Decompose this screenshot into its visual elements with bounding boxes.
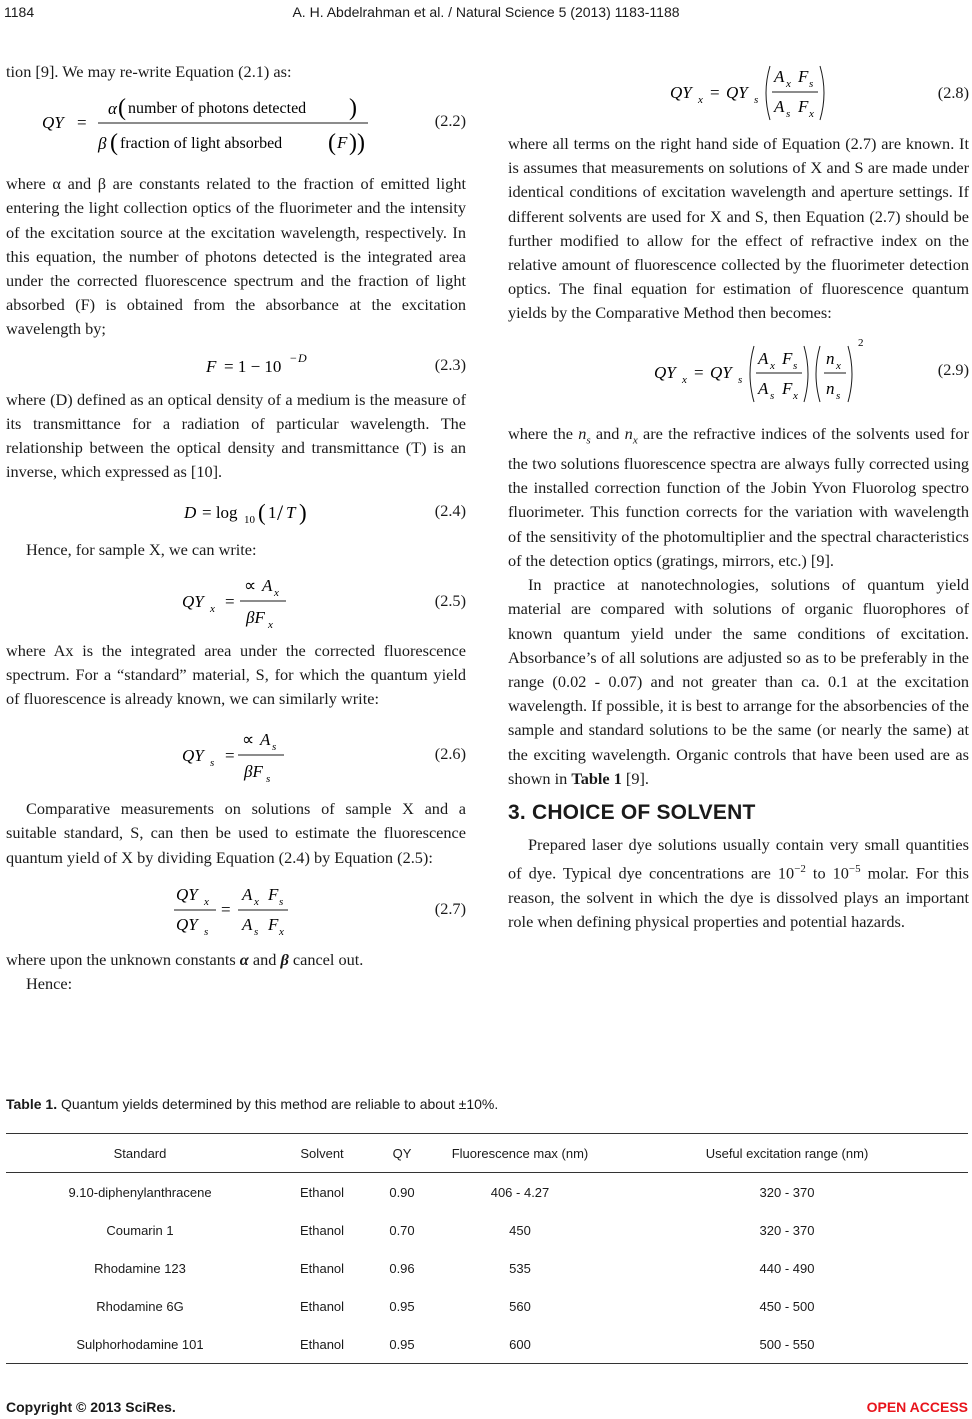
svg-text:A: A	[262, 575, 273, 595]
equation-number: (2.2)	[434, 111, 466, 131]
svg-text:s: s	[204, 925, 209, 938]
svg-text:QY: QY	[176, 884, 198, 904]
table-row	[6, 1211, 968, 1249]
table-header-row	[6, 1134, 968, 1173]
svg-text:=: =	[225, 746, 235, 766]
equation-2-8-formula	[508, 58, 888, 128]
cell-excitation-range: 320 - 370	[759, 1222, 815, 1238]
svg-text:= 1 − 10: = 1 − 10	[224, 356, 282, 376]
cell-qy: 0.95	[389, 1298, 415, 1314]
equation-number: (2.6)	[434, 744, 466, 764]
cell-standard: Rhodamine 123	[94, 1260, 186, 1276]
cell-solvent: Ethanol	[299, 1298, 345, 1314]
equation-2-2-formula	[6, 84, 386, 158]
svg-text:D: D	[298, 350, 307, 365]
svg-text:QY: QY	[726, 83, 748, 102]
running-head: A. H. Abdelrahman et al. / Natural Science 5 (2013) 1183-1188	[292, 4, 680, 20]
cell-standard: Coumarin 1	[106, 1222, 174, 1238]
svg-text:QY: QY	[42, 113, 64, 133]
svg-text:QY: QY	[654, 362, 676, 382]
svg-text:s: s	[272, 741, 277, 754]
column-header: Fluorescence max (nm)	[451, 1145, 589, 1161]
svg-text:A: A	[774, 97, 785, 116]
svg-text:(: (	[110, 130, 118, 157]
cell-solvent: Ethanol	[299, 1184, 345, 1200]
svg-text:s: s	[210, 757, 215, 770]
eq22-denominator: fraction of light absorbed	[120, 135, 283, 153]
column-header: QY	[392, 1145, 412, 1161]
equation-number: (2.3)	[434, 354, 466, 374]
svg-text:F: F	[337, 133, 348, 153]
cell-qy: 0.90	[389, 1184, 415, 1200]
svg-text:s: s	[770, 389, 775, 402]
paragraph: where (D) defined as an optical density of a medium is the measure of its transmittance for a radiation of particular wavelength. The relationship between the optical density and transmittance (T) is an inverse, which expressed as [10].	[6, 389, 466, 482]
svg-text:F: F	[782, 378, 793, 398]
column-header: Standard	[113, 1145, 167, 1161]
cell-fluorescence-max: 560	[509, 1298, 531, 1314]
equation-2-6-formula	[6, 711, 386, 797]
paragraph: tion [9]. We may re-write Equation (2.1) as:	[6, 62, 292, 81]
svg-text:A: A	[260, 730, 271, 750]
svg-text:(: (	[258, 500, 266, 526]
svg-text:x: x	[279, 925, 284, 938]
svg-text:x: x	[274, 586, 279, 599]
svg-text:F: F	[798, 67, 809, 86]
paragraph: where Ax is the integrated area under the corrected fluorescence spectrum. For a “standard” material, S, for which the quantum yield of fluorescence is already known, we can similarly write:	[6, 640, 466, 709]
svg-text:x: x	[770, 359, 775, 372]
svg-text:n: n	[826, 378, 835, 398]
svg-text:s: s	[738, 373, 743, 386]
cell-solvent: Ethanol	[299, 1260, 345, 1276]
svg-text:s: s	[836, 389, 841, 402]
cell-fluorescence-max: 450	[509, 1222, 531, 1238]
column-header: Solvent	[300, 1145, 344, 1161]
cell-solvent: Ethanol	[299, 1336, 345, 1352]
equation-2-3	[6, 342, 466, 388]
svg-text:F: F	[798, 97, 809, 116]
cell-excitation-range: 500 - 550	[759, 1336, 815, 1352]
svg-text:x: x	[254, 895, 259, 908]
page-number: 1184	[4, 4, 35, 20]
svg-text:βF: βF	[246, 607, 265, 627]
cell-qy: 0.70	[389, 1222, 415, 1238]
cell-solvent: Ethanol	[299, 1222, 345, 1238]
svg-text:D: D	[184, 503, 197, 523]
equation-number: (2.9)	[937, 359, 969, 379]
svg-text:=: =	[710, 83, 720, 102]
svg-text:F: F	[782, 348, 793, 368]
right-column	[508, 58, 969, 934]
equation-2-4	[6, 484, 466, 538]
paragraph: Hence, for sample X, we can write:	[26, 540, 257, 560]
svg-text:= log: = log	[202, 503, 238, 523]
svg-text:/: /	[277, 500, 284, 526]
svg-text:(: (	[328, 130, 336, 157]
cell-fluorescence-max: 600	[509, 1336, 531, 1352]
svg-text:x: x	[793, 389, 798, 402]
equation-2-9	[508, 326, 969, 414]
equation-2-2	[6, 84, 466, 158]
paragraph: Hence:	[26, 974, 73, 994]
eq22-numerator: number of photons detected	[128, 100, 307, 118]
svg-text:F: F	[206, 356, 217, 376]
svg-text:s: s	[266, 773, 271, 786]
svg-text:A: A	[758, 348, 769, 368]
table-row	[6, 1173, 968, 1212]
svg-text:s: s	[809, 78, 814, 90]
svg-text:x: x	[204, 895, 209, 908]
svg-text:x: x	[786, 78, 791, 90]
svg-text:A: A	[242, 884, 253, 904]
quantum-yield-table	[6, 1133, 968, 1364]
copyright-notice: Copyright © 2013 SciRes.	[6, 1399, 176, 1415]
cell-standard: Sulphorhodamine 101	[76, 1336, 204, 1352]
svg-text:α: α	[108, 99, 117, 119]
svg-text:10: 10	[244, 514, 255, 527]
svg-text:x: x	[682, 373, 687, 386]
page-header	[0, 4, 972, 24]
svg-text:x: x	[836, 359, 841, 372]
table-caption-label: Table 1.	[6, 1096, 58, 1112]
svg-text:A: A	[774, 67, 785, 86]
svg-text:x: x	[210, 602, 215, 615]
table-row	[6, 1287, 968, 1325]
paragraph: where α and β are constants related to the fraction of emitted light entering the light collection optics of the fluorimeter and the intensity of the excitation source at the excitation wavelength, respectively. In this equation, the number of photons detected is the integrated area under the corrected fluorescence spectrum and the fraction of light absorbed (F) is obtained from the absorbance at the excitation wavelength by;	[6, 174, 466, 339]
paragraph: Comparative measurements on solutions of sample X and a suitable standard, S, can then be used to estimate the fluorescence quantum yield of X by dividing Equation (2.4) by Equation (2.5):	[6, 799, 466, 867]
cell-fluorescence-max: 406 - 4.27	[490, 1184, 550, 1200]
svg-text:=: =	[694, 362, 704, 382]
cell-standard: Rhodamine 6G	[96, 1298, 184, 1314]
column-header: Useful excitation range (nm)	[705, 1145, 869, 1161]
cell-excitation-range: 320 - 370	[759, 1184, 815, 1200]
cell-fluorescence-max: 535	[509, 1260, 531, 1276]
svg-text:(: (	[118, 95, 126, 122]
svg-text:x: x	[809, 108, 814, 120]
equation-number: (2.4)	[434, 501, 466, 521]
paragraph: Prepared laser dye solutions usually contain very small quantities of dye. Typical dye concentrations are $10^{-2}$ to $10^{-5}$ molar. For this reason, the solvent in which the dye is dissolved plays an important role when defining physical properties and potential hazards.	[508, 835, 969, 932]
section-heading: 3. CHOICE OF SOLVENT	[508, 800, 756, 824]
svg-text:s: s	[786, 108, 791, 120]
svg-text:A: A	[758, 378, 769, 398]
table-caption	[6, 1096, 498, 1112]
paragraph: In practice at nanotechnologies, solutions of quantum yield material are compared with solutions of organic fluorophores of known quantum yield under the same conditions of excitation. Absorbance’s of all solutions are adjusted so as to be preferably in the range (0.02 - 0.07) and not greater than ca. 0.1 at the excitation wavelength. If possible, it is best to arrange for the absorbencies of the sample and standard solutions to be the same (or nearly the same) at the exciting wavelength. Organic controls that have been used are as shown in Table 1 [9].	[508, 575, 969, 788]
svg-text:QY: QY	[182, 746, 204, 766]
equation-2-7-formula	[6, 870, 386, 948]
paragraph: where the $n_s$ and $n_x$ are the refractive indices of the solvents used for the two solutions fluorescence spectra are always fully corrected using the installed correction function of the Jobin Yvon Fluorolog spectro fluorimeter. This function corrects for the variation with wavelength of the sensitivity of the photomultiplier and the spectral characteristics of the detection optics (gratings, mirrors, etc.) [9].	[508, 423, 969, 570]
svg-text:=: =	[221, 899, 231, 919]
svg-text:=: =	[77, 113, 87, 133]
equation-2-5	[6, 563, 466, 639]
svg-text:QY: QY	[670, 83, 692, 102]
svg-text:F: F	[268, 914, 279, 934]
equation-2-4-formula	[6, 484, 386, 538]
svg-text:s: s	[254, 925, 259, 938]
equation-2-5-formula	[6, 563, 386, 639]
svg-text:s: s	[793, 359, 798, 372]
left-column	[6, 60, 466, 996]
equation-2-9-formula	[508, 326, 888, 414]
cell-excitation-range: 440 - 490	[759, 1260, 815, 1276]
svg-text:∝: ∝	[242, 730, 255, 750]
paragraph: where all terms on the right hand side of Equation (2.7) are known. It is assumes that measurements on solutions of X and S are made under identical conditions of excitation wavelength and aperture settings. If different solvents are used for X and S, then Equation (2.7) should be further modified to allow for the effect of refractive index on the relative amount of fluorescence collected by the fluorimeter detection optics. The final equation for estimation of fluorescence quantum yields by the Comparative Method then becomes:	[508, 134, 969, 323]
svg-text:QY: QY	[182, 591, 204, 611]
svg-text:QY: QY	[710, 362, 732, 382]
svg-text:n: n	[826, 348, 835, 368]
equation-number: (2.8)	[937, 82, 969, 102]
svg-text:T: T	[286, 503, 296, 523]
equation-2-7	[6, 870, 466, 948]
svg-text:x: x	[268, 618, 273, 631]
cell-excitation-range: 450 - 500	[759, 1298, 815, 1314]
svg-text:β: β	[98, 134, 107, 154]
svg-text:QY: QY	[176, 914, 198, 934]
cell-qy: 0.95	[389, 1336, 415, 1352]
paragraph: where upon the unknown constants α and β cancel out.	[6, 949, 364, 969]
equation-number: (2.5)	[434, 590, 466, 610]
svg-text:A: A	[242, 914, 253, 934]
svg-text:s: s	[279, 895, 284, 908]
table-row	[6, 1325, 968, 1364]
svg-text:F: F	[268, 884, 279, 904]
equation-2-3-formula	[6, 342, 386, 388]
svg-text:βF: βF	[244, 762, 263, 782]
cell-qy: 0.96	[389, 1260, 415, 1276]
svg-text:2: 2	[858, 336, 864, 349]
equation-2-8	[508, 58, 969, 128]
cell-standard: 9.10-diphenylanthracene	[68, 1184, 212, 1200]
svg-text:=: =	[225, 591, 235, 611]
equation-number: (2.7)	[434, 898, 466, 918]
svg-text:)): ))	[349, 130, 365, 157]
svg-text:s: s	[754, 94, 759, 106]
equation-2-6	[6, 711, 466, 797]
table-caption-text: Quantum yields determined by this method are reliable to about ±10%.	[57, 1096, 499, 1112]
svg-text:1: 1	[268, 503, 277, 523]
svg-text:−: −	[290, 350, 297, 365]
svg-text:): )	[299, 500, 307, 526]
svg-text:): )	[349, 95, 357, 122]
svg-text:x: x	[698, 94, 703, 106]
table-row	[6, 1249, 968, 1287]
svg-text:∝: ∝	[244, 575, 257, 595]
open-access-label: OPEN ACCESS	[866, 1399, 968, 1415]
